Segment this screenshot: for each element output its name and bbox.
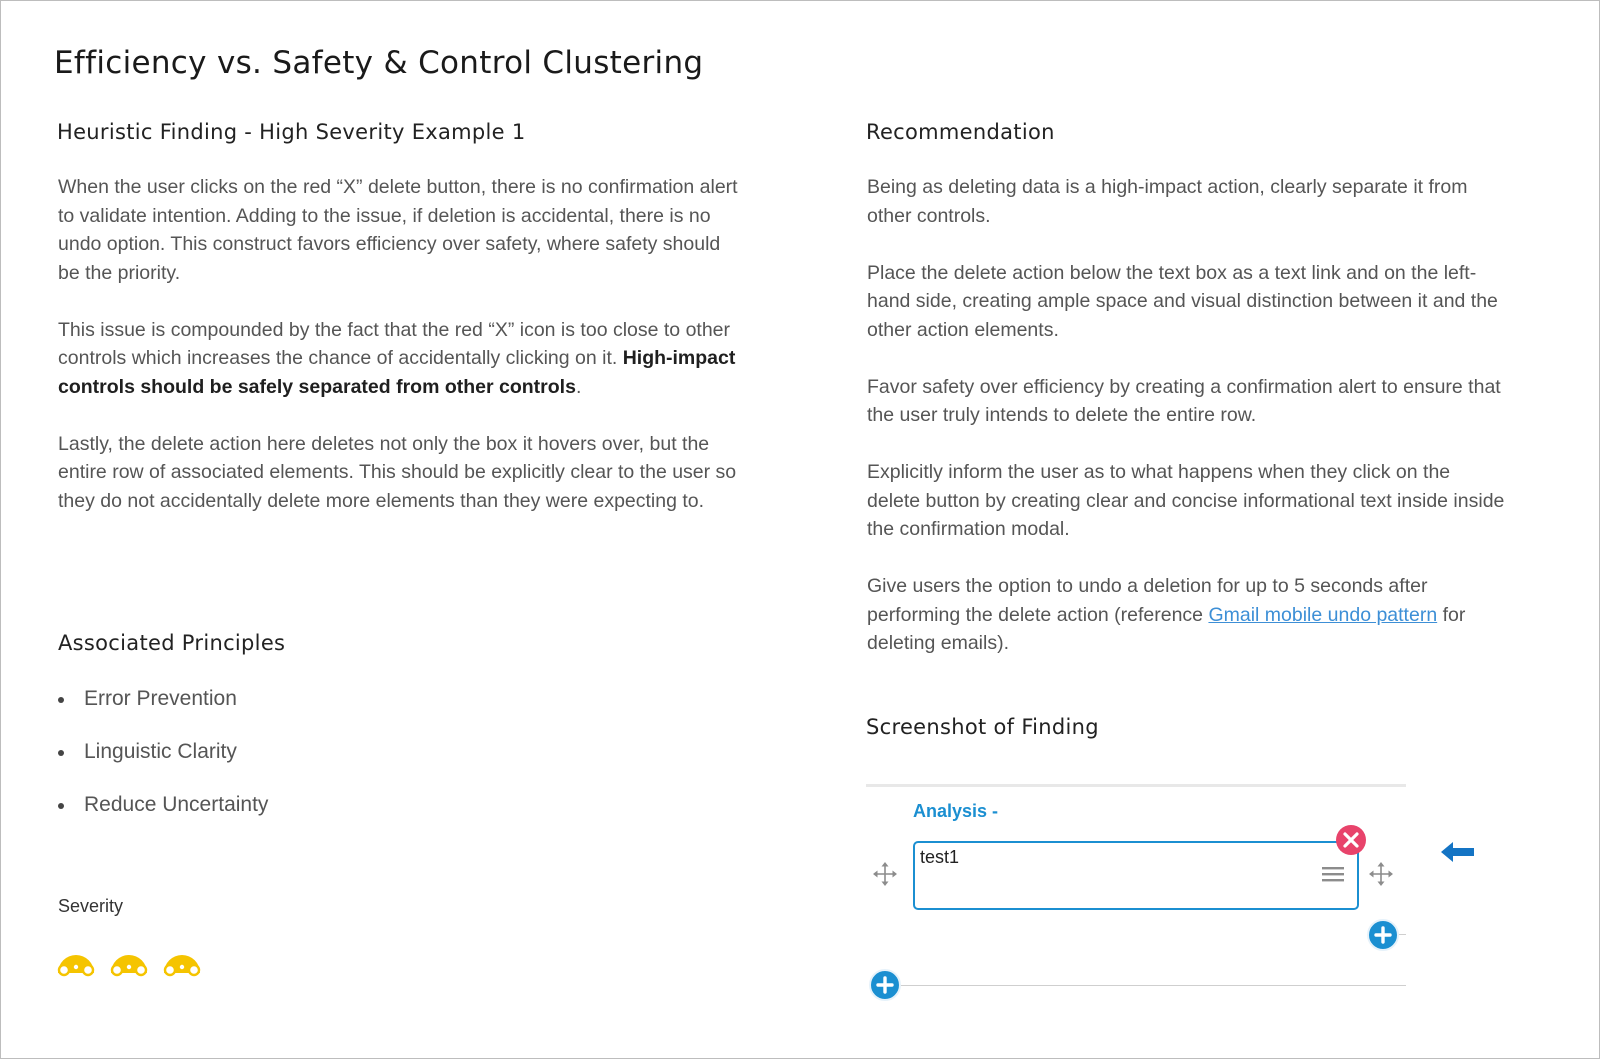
finding-text: .	[575, 375, 582, 398]
recommendation-paragraph: Being as deleting data is a high-impact action, clearly separate it from other controls.	[867, 176, 1468, 227]
principles-heading: Associated Principles	[58, 631, 286, 655]
severity-label: Severity	[58, 896, 124, 916]
severity-icon	[55, 947, 97, 979]
divider	[866, 784, 1406, 787]
hamburger-menu-icon[interactable]	[1322, 865, 1344, 883]
list-item: Reduce Uncertainty	[56, 790, 268, 843]
recommendation-paragraph: Place the delete action below the text box as a text link and on the left-hand side, creating ample space and visual distinction between it and the other action elements.	[867, 261, 1498, 341]
analysis-label: Analysis -	[913, 801, 999, 821]
finding-heading: Heuristic Finding - High Severity Example 1	[57, 120, 526, 144]
gmail-undo-link[interactable]: Gmail mobile undo pattern	[1208, 603, 1438, 626]
delete-x-icon[interactable]	[1335, 824, 1367, 856]
finding-paragraph: When the user clicks on the red “X” delete button, there is no confirmation alert to validate intention. Adding to the issue, if deletion is accidental, there is no undo option. This construct favors efficiency over safety, where safety should be the priority.	[58, 176, 738, 284]
move-handle-icon[interactable]	[1368, 861, 1394, 887]
finding-body	[58, 173, 738, 515]
add-plus-icon[interactable]	[868, 968, 902, 1002]
recommendation-paragraph: Explicitly inform the user as to what happens when they click on the delete button by creating clear and concise informational text inside inside the confirmation modal.	[867, 461, 1505, 540]
recommendation-body	[867, 173, 1507, 658]
move-handle-icon[interactable]	[872, 861, 898, 887]
finding-emphasis: High-impact controls should be safely separated from other controls	[58, 347, 736, 398]
recommendation-text: for deleting emails).	[867, 603, 1466, 654]
list-item: Linguistic Clarity	[56, 737, 268, 790]
severity-icon	[108, 947, 150, 979]
finding-paragraph: Lastly, the delete action here deletes not only the box it hovers over, but the entire row of associated elements. This should be explicitly clear to the user so they do not accidentally delete more elements than they were expecting to.	[58, 432, 737, 512]
finding-paragraph	[58, 316, 738, 402]
finding-text: This issue is compounded by the fact that the red “X” icon is too close to other controls which increases the chance of accidentally clicking on it.	[58, 318, 731, 369]
screenshot-heading: Screenshot of Finding	[866, 715, 1099, 739]
arrow-left-icon	[1441, 841, 1475, 863]
list-item: Error Prevention	[56, 684, 268, 737]
page-title: Efficiency vs. Safety & Control Clustering	[54, 45, 704, 81]
severity-icon	[161, 947, 203, 979]
principles-list	[56, 684, 268, 843]
add-plus-icon[interactable]	[1366, 918, 1400, 952]
divider	[896, 985, 1406, 986]
analysis-textbox[interactable]	[913, 841, 1359, 910]
textbox-value: test1	[920, 847, 960, 867]
recommendation-paragraph: Favor safety over efficiency by creating a confirmation alert to ensure that the user truly intends to delete the entire row.	[867, 375, 1501, 426]
recommendation-text: Give users the option to undo a deletion for up to 5 seconds after performing the delete action (reference	[867, 575, 1428, 626]
recommendation-heading: Recommendation	[866, 120, 1055, 144]
recommendation-paragraph	[867, 572, 1507, 658]
